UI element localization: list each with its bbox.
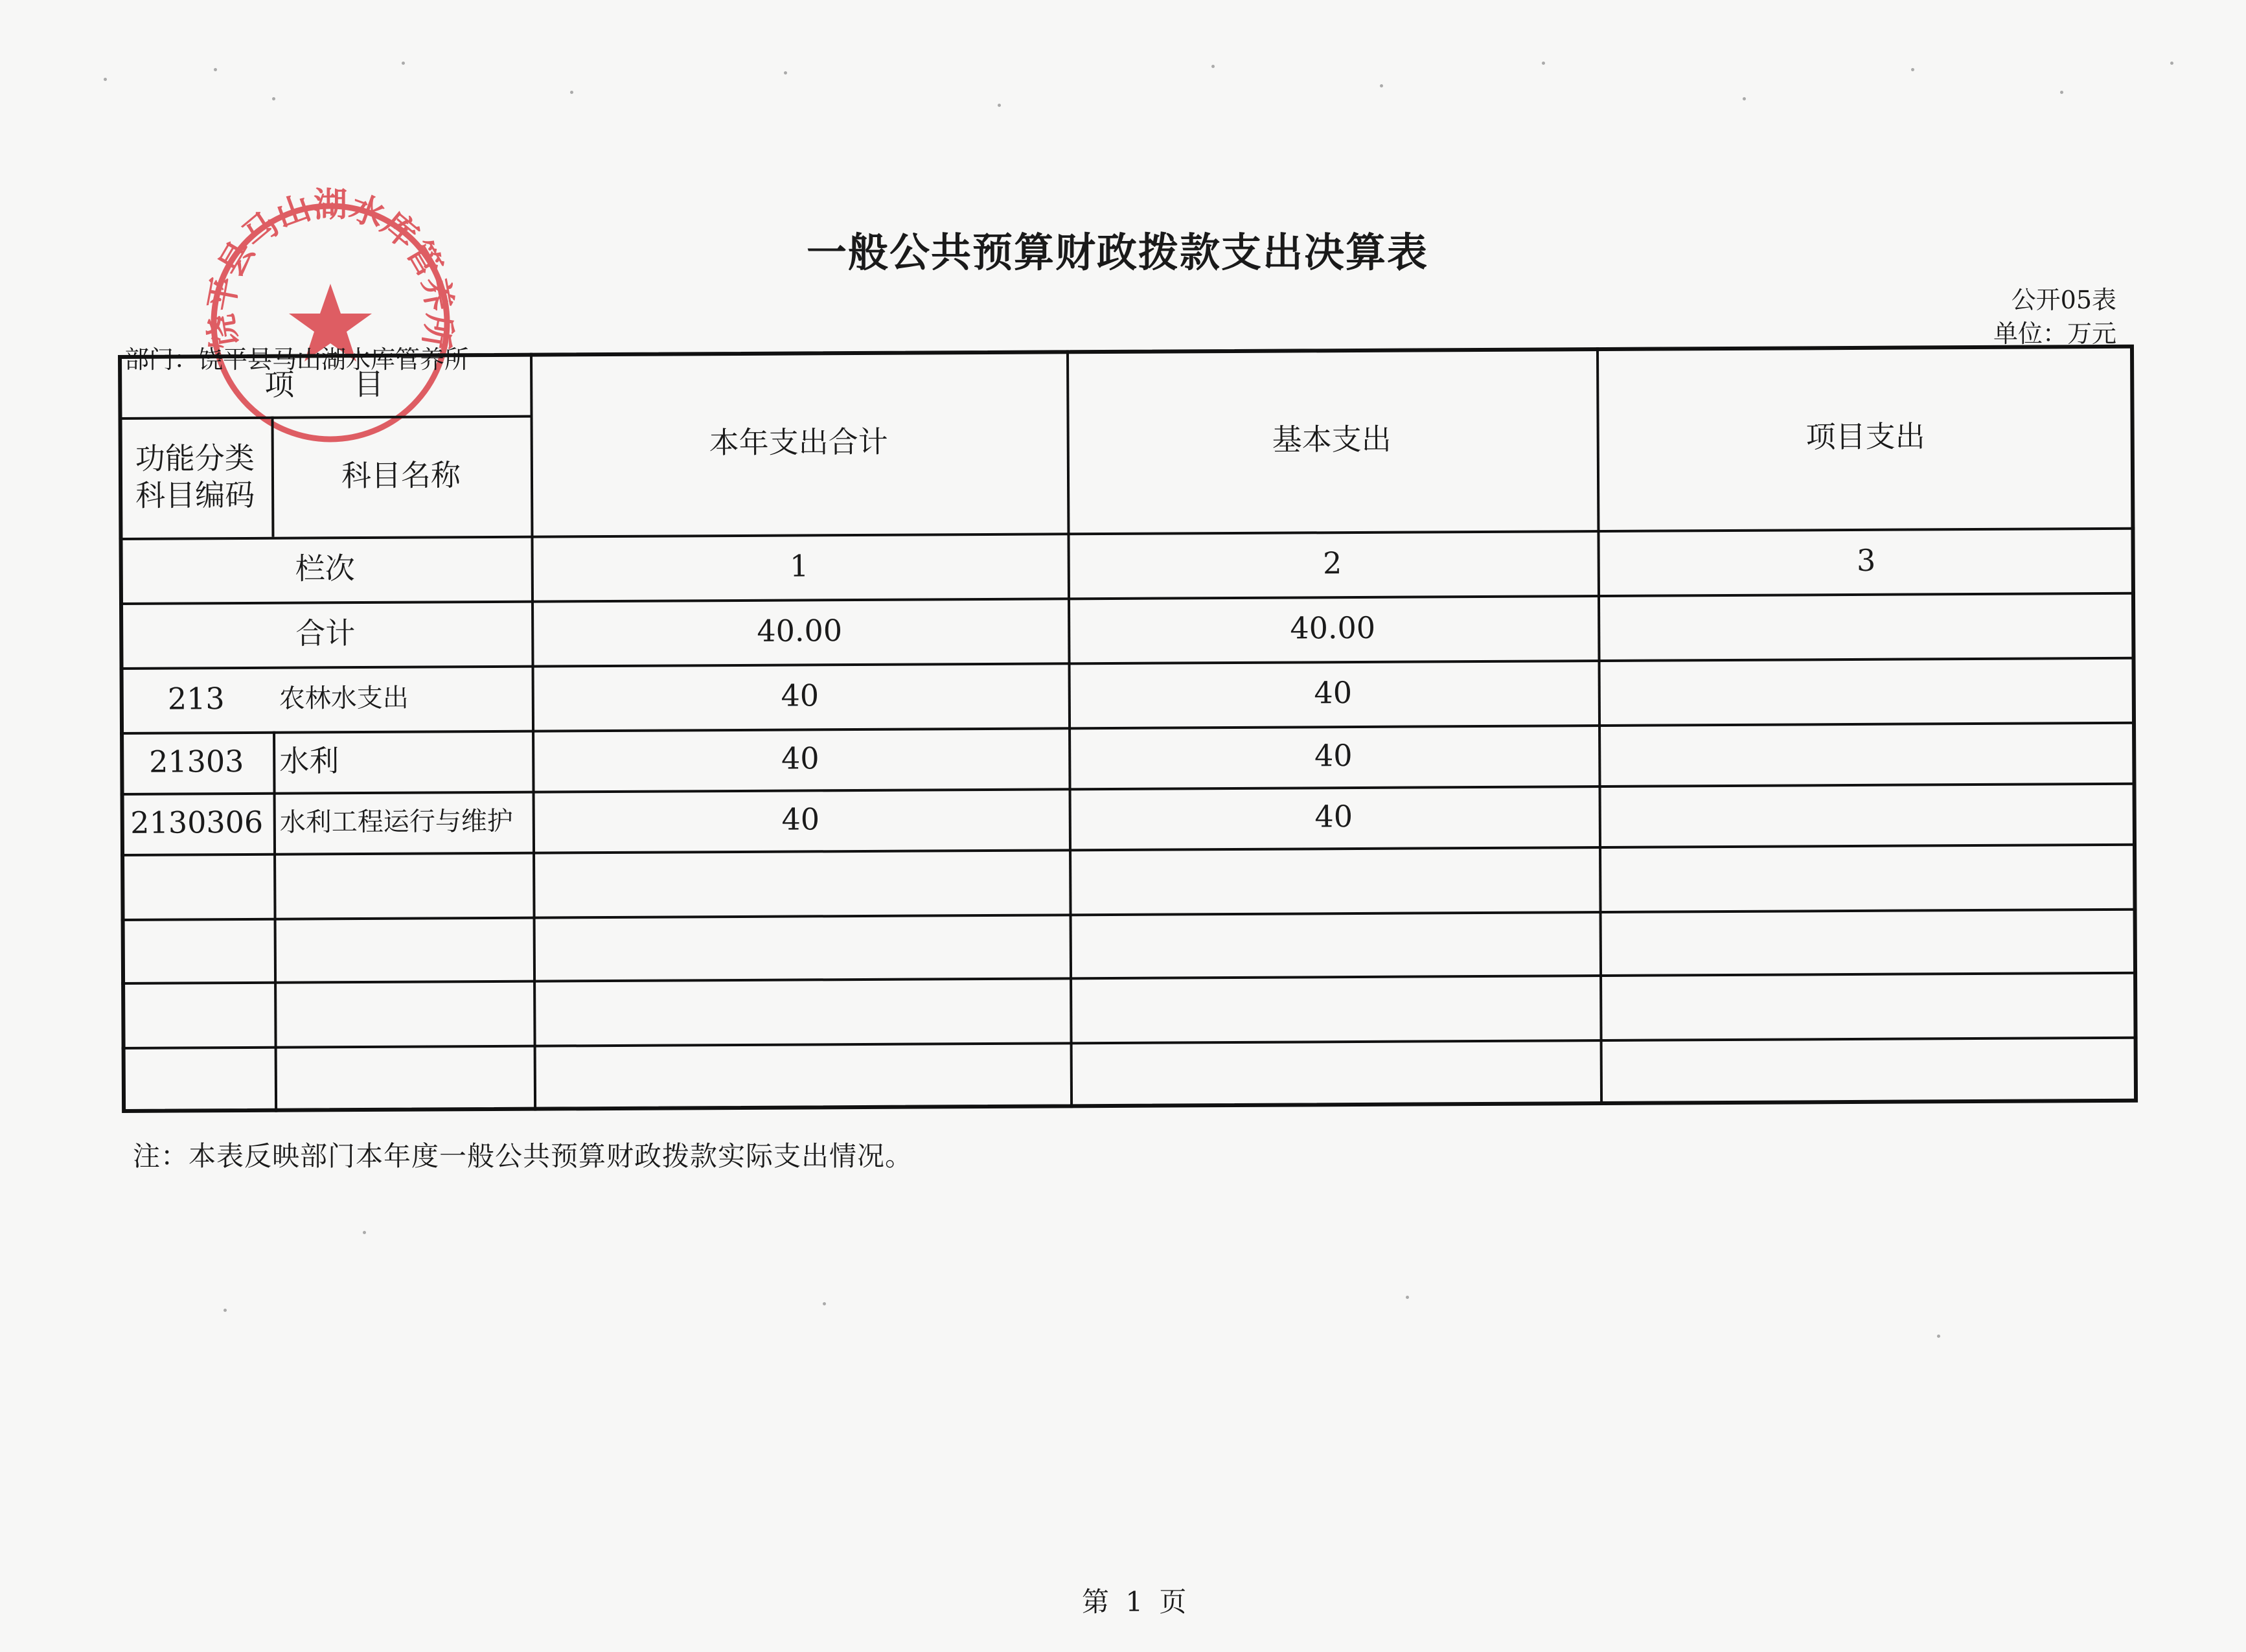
row-col3 [1599, 908, 2138, 974]
row-col3 [1599, 972, 2138, 1039]
row-code: 213 [167, 681, 225, 717]
row-col1: 40 [781, 801, 820, 837]
row-code: 21303 [148, 744, 244, 780]
form-number: 公开05表 [2011, 286, 2116, 314]
row-col2 [1070, 974, 1600, 1042]
total-label: 合计 [295, 615, 356, 651]
row-name: 水利 [279, 743, 339, 779]
row-col3 [1598, 722, 2136, 785]
column-index-label: 栏次 [295, 551, 355, 586]
row-name: 农林水支出 [279, 683, 409, 714]
header-item: 项 目 [264, 367, 384, 403]
row-col1 [533, 977, 1070, 1044]
row-col1: 40 [781, 678, 819, 713]
page-number: 第 1 页 [1082, 1586, 1191, 1618]
total-col2: 40.00 [1290, 610, 1376, 646]
row-code [121, 918, 275, 982]
row-col2 [1070, 911, 1600, 977]
header-total-expenditure: 本年支出合计 [709, 424, 888, 461]
row-name [274, 917, 534, 981]
row-col3 [1599, 783, 2137, 846]
row-col2: 40 [1314, 738, 1353, 774]
document-title: 一般公共预算财政拨款支出决算表 [806, 229, 1428, 276]
row-code: 2130306 [130, 805, 264, 841]
total-col1: 40.00 [757, 613, 843, 649]
row-name [274, 980, 534, 1046]
header-basic-expenditure: 基本支出 [1272, 421, 1392, 457]
header-func-code-text: 功能分类 科目编码 [135, 440, 255, 513]
row-col2 [1069, 846, 1599, 913]
total-col3 [1598, 592, 2136, 660]
row-col3 [1599, 843, 2137, 911]
table-note: 注：本表反映部门本年度一般公共预算财政拨款实际支出情况。 [133, 1140, 913, 1172]
header-subject-name: 科目名称 [341, 457, 461, 494]
expenditure-table [118, 345, 2138, 1113]
row-code [120, 853, 274, 919]
row-name [273, 852, 533, 918]
row-col1 [533, 913, 1070, 980]
column-index-1: 1 [789, 548, 809, 584]
svg-text:饶平县马山湖水库管养所: 饶平县马山湖水库管养所 [201, 187, 459, 352]
row-col1: 40 [781, 740, 819, 776]
header-project-expenditure: 项目支出 [1805, 419, 1925, 455]
department-label: 部门：饶平县马山湖水库管养所 [124, 345, 470, 374]
unit-label: 单位：万元 [1993, 319, 2116, 348]
row-col1 [533, 849, 1070, 916]
row-col2: 40 [1314, 675, 1353, 711]
row-name: 水利工程运行与维护 [279, 806, 513, 838]
row-col3 [1598, 657, 2136, 724]
column-index-2: 2 [1322, 545, 1342, 581]
column-index-3: 3 [1856, 543, 1876, 579]
row-code [121, 981, 275, 1047]
row-col2: 40 [1314, 799, 1353, 834]
header-func-code [119, 417, 272, 538]
